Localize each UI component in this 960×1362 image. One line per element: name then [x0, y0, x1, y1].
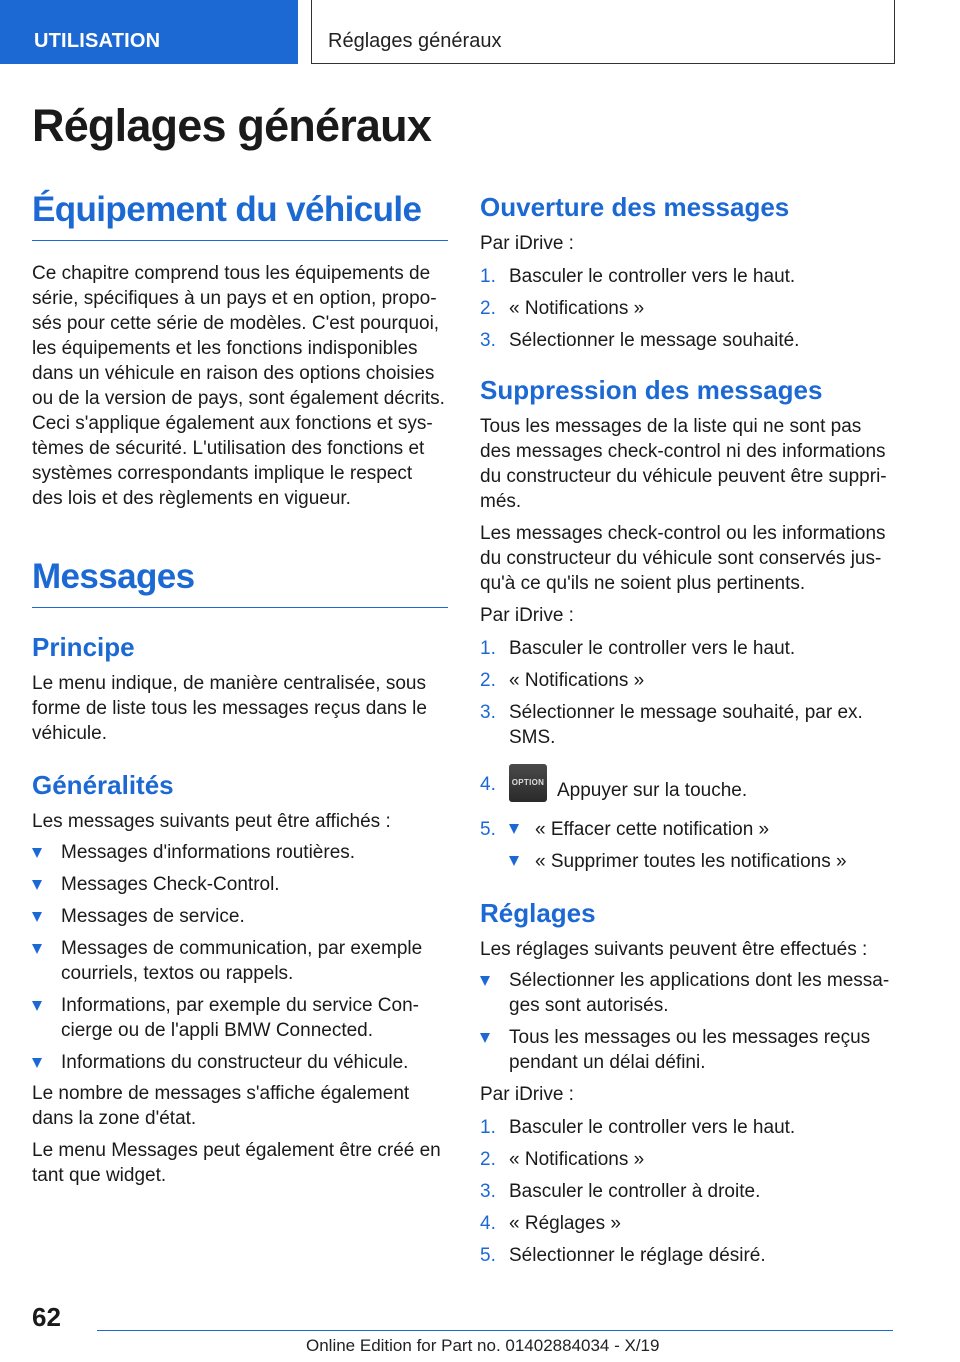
step-item [480, 772, 896, 810]
suppression-paragraph-2 [480, 521, 896, 596]
suppression-steps [480, 636, 896, 750]
text-line: Sélectionner les applications dont les messa- [509, 970, 890, 991]
generalites-paragraph-2 [32, 1138, 448, 1188]
suppression-paragraph-1 [480, 414, 896, 514]
step-item [480, 1115, 896, 1140]
generalites-intro: Les messages suivants peut être affichés : [32, 811, 391, 832]
bullet-item [32, 904, 448, 929]
step-number: 1. [480, 1117, 496, 1138]
text-line: Ceci s'applique également aux fonctions et sys- [32, 413, 433, 434]
reglages-intro-2: Par iDrive : [480, 1084, 574, 1105]
text-line: Le menu indique, de manière centralisée, sous [32, 673, 426, 694]
step-item [480, 636, 896, 661]
suppression-intro: Par iDrive : [480, 605, 574, 626]
text-line: « Notifications » [509, 670, 645, 691]
reglages-intro: Les réglages suivants peuvent être effectués : [480, 939, 868, 960]
triangle-bullet-icon [509, 824, 519, 834]
subsection-title-ouverture: Ouverture des messages [480, 192, 790, 222]
text-line: Le menu Messages peut également être créé en [32, 1140, 441, 1161]
text-line: véhicule. [32, 723, 107, 744]
text-line: Informations, par exemple du service Con- [61, 995, 419, 1016]
text-line: SMS. [509, 727, 556, 748]
text-line: cierge ou de l'appli BMW Connected. [61, 1020, 374, 1041]
bullet-item [32, 872, 448, 897]
text-line: des messages check-control ni des informations [480, 441, 886, 462]
step-item [480, 1147, 896, 1172]
step-number: 1. [480, 638, 496, 659]
step-number: 3. [480, 1181, 496, 1202]
footer-edition: Online Edition for Part no. 01402884034 - X/19 [306, 1336, 660, 1355]
text-line: du constructeur du véhicule peuvent être suppri- [480, 466, 887, 487]
ouverture-steps [480, 264, 896, 353]
triangle-bullet-icon [32, 944, 42, 954]
reglages-steps [480, 1115, 896, 1268]
bullet-item [32, 1050, 448, 1075]
triangle-bullet-icon [480, 1033, 490, 1043]
generalites-paragraph-1 [32, 1081, 448, 1131]
text-line: systèmes correspondants implique le respect [32, 463, 413, 484]
triangle-bullet-icon [480, 976, 490, 986]
step-number: 5. [480, 819, 496, 840]
text-line: des lois et des règlements en vigueur. [32, 488, 351, 509]
step-item [480, 1179, 896, 1204]
text-line: courriels, textos ou rappels. [61, 963, 294, 984]
step-number: 2. [480, 298, 496, 319]
step-number: 2. [480, 1149, 496, 1170]
bullet-item [480, 1025, 896, 1075]
text-line: Tous les messages ou les messages reçus [509, 1027, 871, 1048]
step-text: « Effacer cette notification » [535, 819, 770, 840]
right-column [480, 192, 896, 1268]
triangle-bullet-icon [32, 912, 42, 922]
subsection-title-suppression: Suppression des messages [480, 375, 823, 405]
reglages-list [480, 968, 896, 1075]
triangle-bullet-icon [32, 880, 42, 890]
triangle-bullet-icon [32, 1058, 42, 1068]
step-subitem [480, 849, 896, 874]
text-line: dans un véhicule en raison des options choisies [32, 363, 435, 384]
step-number: 4. [480, 774, 496, 795]
page-title: Réglages généraux [32, 100, 432, 151]
option-button-icon: OPTION [509, 764, 547, 802]
text-line: du constructeur du véhicule sont conservés jus- [480, 548, 882, 569]
text-line: Sélectionner le message souhaité, par ex. [509, 702, 863, 723]
step-item [480, 700, 896, 750]
step-text: Basculer le controller à droite. [509, 1181, 761, 1202]
text-line: Ce chapitre comprend tous les équipements de [32, 263, 431, 284]
step-item [480, 668, 896, 693]
bullet-item [480, 968, 896, 1018]
text-line: tèmes de sécurité. L'utilisation des fonctions et [32, 438, 425, 459]
step-number: 4. [480, 1213, 496, 1234]
ouverture-intro: Par iDrive : [480, 233, 574, 254]
step-item [480, 817, 896, 842]
triangle-bullet-icon [509, 856, 519, 866]
step-text: Sélectionner le message souhaité. [509, 330, 800, 351]
text-line: Messages de service. [61, 906, 245, 927]
text-line: qu'à ce qu'ils ne soient plus pertinents. [480, 573, 806, 594]
step-text: Appuyer sur la touche. [557, 780, 748, 802]
text-line: les équipements et les fonctions indisponibles [32, 338, 418, 359]
bullet-item [32, 840, 448, 865]
chapter-tab: UTILISATION [0, 0, 298, 64]
text-line: Basculer le controller vers le haut. [509, 638, 796, 659]
triangle-bullet-icon [32, 848, 42, 858]
step-text: « Réglages » [509, 1213, 621, 1234]
bullet-item [32, 993, 448, 1043]
text-line: Tous les messages de la liste qui ne sont pas [480, 416, 862, 437]
step-item [480, 1211, 896, 1236]
text-line: série, spécifiques à un pays et en option, propo- [32, 288, 437, 309]
text-line: Messages de communication, par exemple [61, 938, 423, 959]
step-text: Basculer le controller vers le haut. [509, 1117, 796, 1138]
step-number: 2. [480, 670, 496, 691]
step-number: 3. [480, 702, 496, 723]
step-text: Basculer le controller vers le haut. [509, 266, 796, 287]
section-title-equipement: Équipement du véhicule [32, 190, 448, 241]
text-line: Les messages check-control ou les informations [480, 523, 886, 544]
triangle-bullet-icon [32, 1001, 42, 1011]
generalites-list [32, 840, 448, 1075]
step-text: « Notifications » [509, 298, 645, 319]
step-number: 1. [480, 266, 496, 287]
step-text: Sélectionner le réglage désiré. [509, 1245, 766, 1266]
subsection-title-generalites: Généralités [32, 770, 174, 800]
text-line: dans la zone d'état. [32, 1108, 197, 1129]
text-line: tant que widget. [32, 1165, 167, 1186]
step-item [480, 328, 896, 353]
subsection-title-principe: Principe [32, 632, 135, 662]
text-line: sés pour cette série de modèles. C'est pourquoi, [32, 313, 440, 334]
bullet-item [32, 936, 448, 986]
principe-paragraph [32, 671, 448, 746]
step-item [480, 296, 896, 321]
section-title-messages: Messages [32, 557, 448, 608]
left-column [32, 190, 448, 1188]
footer-divider [97, 1330, 893, 1331]
step-item [480, 264, 896, 289]
text-line: forme de liste tous les messages reçus dans le [32, 698, 427, 719]
text-line: Messages Check-Control. [61, 874, 280, 895]
suppression-steps-continued [480, 772, 896, 874]
text-line: Le nombre de messages s'affiche également [32, 1083, 410, 1104]
text-line: ges sont autorisés. [509, 995, 669, 1016]
text-line: Messages d'informations routières. [61, 842, 356, 863]
step-text: « Notifications » [509, 1149, 645, 1170]
section-header: Réglages généraux [311, 0, 895, 64]
step-number: 3. [480, 330, 496, 351]
text-line: pendant un délai défini. [509, 1052, 706, 1073]
page-number: 62 [32, 1302, 61, 1332]
text-line: Informations du constructeur du véhicule. [61, 1052, 409, 1073]
equipement-paragraph [32, 261, 448, 511]
step-item [480, 1243, 896, 1268]
step-text: « Supprimer toutes les notifications » [535, 851, 847, 872]
text-line: ou de la version de pays, sont également décrits. [32, 388, 445, 409]
step-number: 5. [480, 1245, 496, 1266]
text-line: més. [480, 491, 522, 512]
subsection-title-reglages: Réglages [480, 898, 596, 928]
